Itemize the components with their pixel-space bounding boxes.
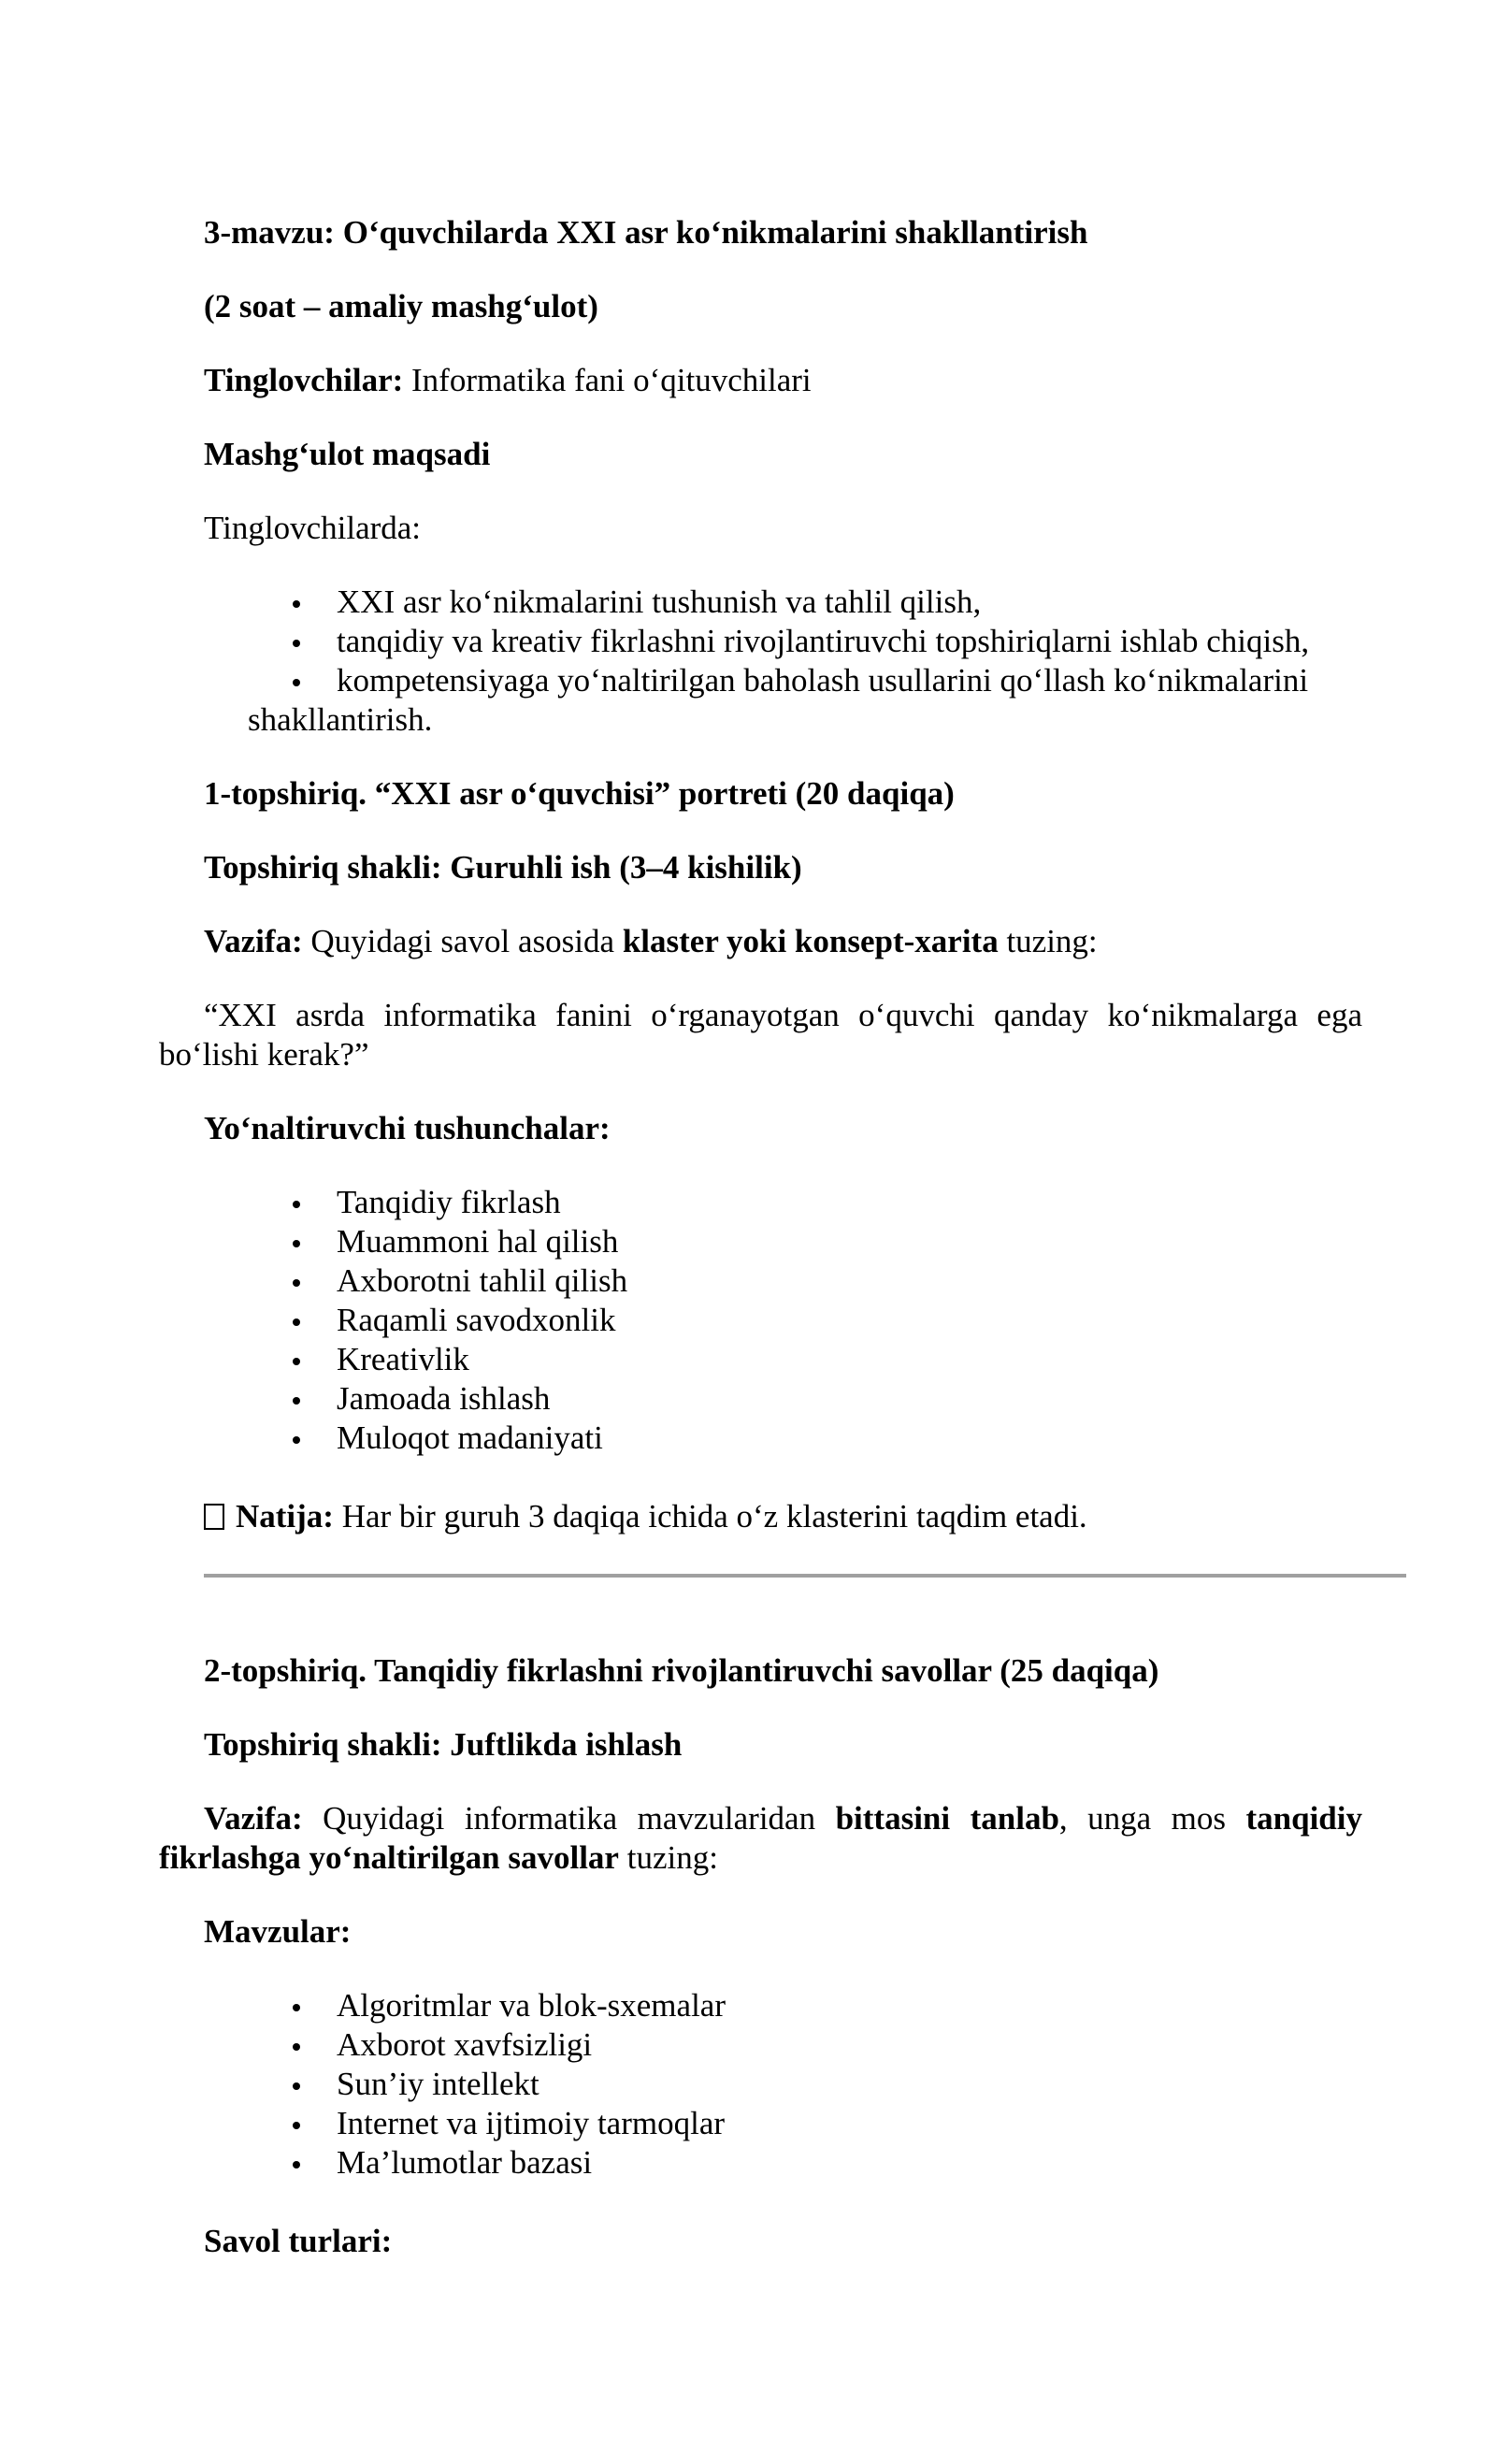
task2-assignment-line1: Vazifa: Quyidagi informatika mavzularidan bittasini tanlab, unga mos tanqidiy bbox=[204, 1800, 1362, 1837]
list-item: Ma’lumotlar bazasi bbox=[0, 2143, 726, 2183]
task2-question-types-title: Savol turlari: bbox=[204, 2223, 393, 2259]
list-item: Sun’iy intellekt bbox=[0, 2065, 726, 2104]
list-item: XXI asr ko‘nikmalarini tushunish va tahlil qilish, bbox=[0, 583, 1309, 622]
goal-intro: Tinglovchilarda: bbox=[204, 510, 422, 546]
list-item-text: kompetensiyaga yo‘naltirilgan baholash usullarini qo‘llash ko‘nikmalarini bbox=[337, 662, 1309, 699]
list-item: Raqamli savodxonlik bbox=[0, 1301, 627, 1340]
topic-duration: (2 soat – amaliy mashg‘ulot) bbox=[204, 288, 598, 324]
task2-topics-title: Mavzular: bbox=[204, 1913, 352, 1950]
task1-title: 1-topshiriq. “XXI asr o‘quvchisi” portreti (20 daqiqa) bbox=[204, 775, 955, 812]
list-item: Muammoni hal qilish bbox=[0, 1222, 627, 1261]
goal-list bbox=[0, 583, 1309, 700]
task2-topics-list bbox=[0, 1986, 726, 2183]
list-item: Internet va ijtimoiy tarmoqlar bbox=[0, 2104, 726, 2143]
task1-result: Natija: Har bir guruh 3 daqiqa ichida o‘z klasterini taqdim etadi. bbox=[204, 1497, 1407, 1536]
goal-list-tail: shakllantirish. bbox=[248, 701, 433, 738]
list-item: Axborot xavfsizligi bbox=[0, 2025, 726, 2065]
task1-form: Topshiriq shakli: Guruhli ish (3–4 kishilik) bbox=[204, 849, 802, 886]
list-item: Kreativlik bbox=[0, 1340, 627, 1379]
task1-question-line2: bo‘lishi kerak?” bbox=[159, 1036, 369, 1073]
task2-form: Topshiriq shakli: Juftlikda ishlash bbox=[204, 1726, 683, 1763]
goal-title: Mashg‘ulot maqsadi bbox=[204, 436, 491, 472]
missing-glyph-icon bbox=[204, 1504, 224, 1530]
task2-assignment-line2: fikrlashga yo‘naltirilgan savollar tuzing: bbox=[159, 1839, 718, 1876]
task1-concepts-title: Yo‘naltiruvchi tushunchalar: bbox=[204, 1110, 611, 1146]
list-item: Muloqot madaniyati bbox=[0, 1419, 627, 1458]
task1-assignment: Vazifa: Quyidagi savol asosida klaster yoki konsept-xarita tuzing: bbox=[204, 923, 1098, 959]
list-item: Jamoada ishlash bbox=[0, 1379, 627, 1419]
list-item: Algoritmlar va blok-sxemalar bbox=[0, 1986, 726, 2025]
task2-title: 2-topshiriq. Tanqidiy fikrlashni rivojlantiruvchi savollar (25 daqiqa) bbox=[204, 1652, 1159, 1689]
list-item: Tanqidiy fikrlash bbox=[0, 1183, 627, 1222]
task1-concepts-list bbox=[0, 1183, 627, 1458]
task2-assignment bbox=[204, 1799, 1362, 1838]
topic-title: 3-mavzu: O‘quvchilarda XXI asr ko‘nikmalarini shakllantirish bbox=[204, 214, 1088, 251]
audience-line: Tinglovchilar: Informatika fani o‘qituvchilari bbox=[204, 362, 812, 398]
task1-question-line1: “XXI asrda informatika fanini o‘rganayotgan o‘quvchi qanday ko‘nikmalarga ega bbox=[204, 997, 1362, 1033]
horizontal-divider bbox=[204, 1574, 1406, 1578]
task1-question bbox=[204, 996, 1362, 1035]
list-item: tanqidiy va kreativ fikrlashni rivojlantiruvchi topshiriqlarni ishlab chiqish, bbox=[0, 622, 1309, 661]
list-item: Axborotni tahlil qilish bbox=[0, 1261, 627, 1301]
list-item bbox=[0, 661, 1309, 700]
